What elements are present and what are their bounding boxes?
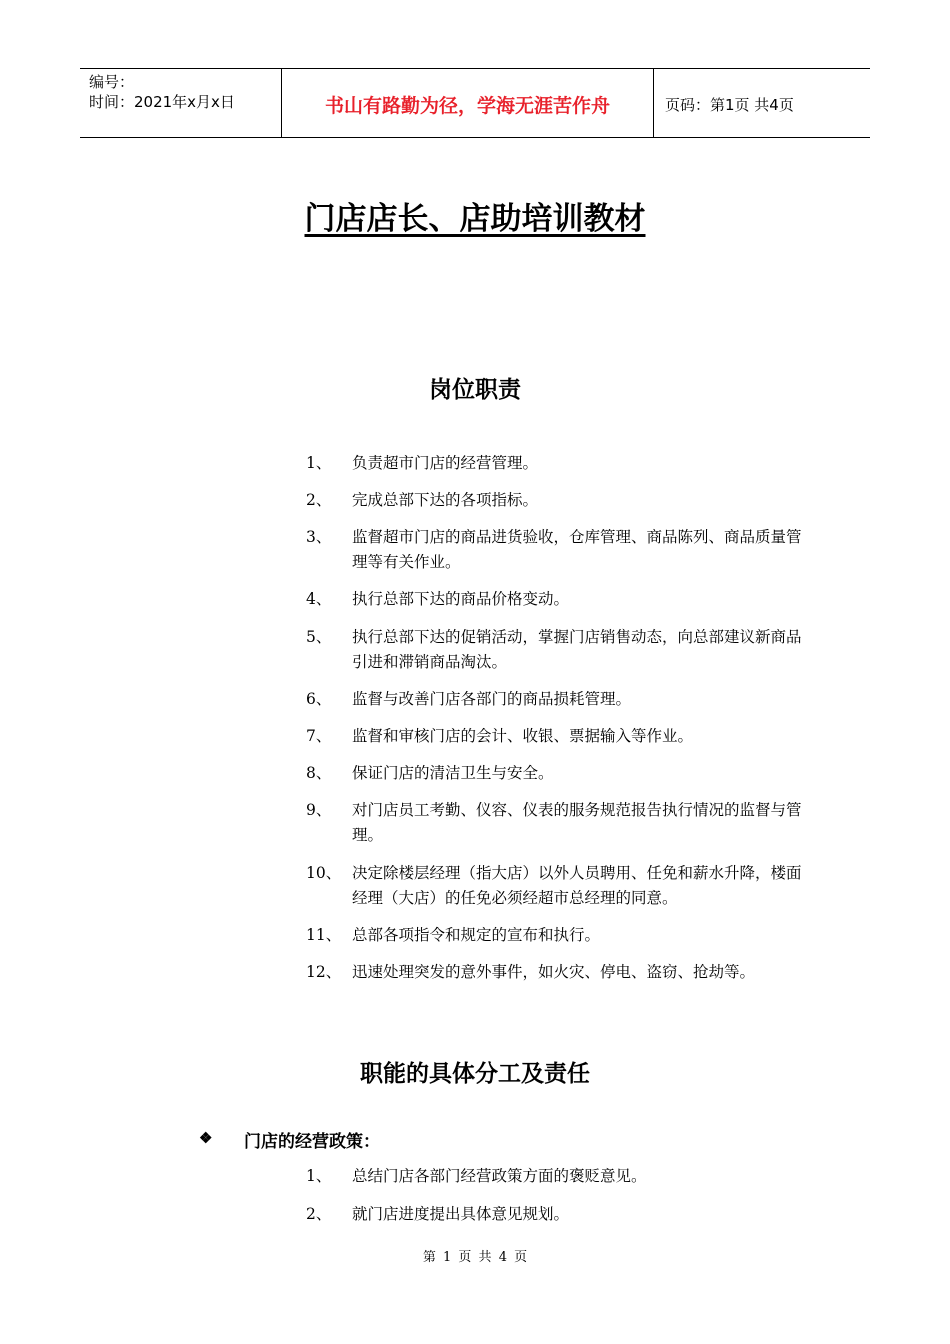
list-item-text: 完成总部下达的各项指标。 [352,491,539,509]
serial-label: 编号： [89,73,135,91]
list-item-text: 监督和审核门店的会计、收银、票据输入等作业。 [352,727,694,745]
page-header-table [80,68,870,138]
list-item-number: 10、 [306,864,342,882]
list-item-text: 对门店员工考勤、仪容、仪表的服务规范报告执行情况的监督与管理。 [352,801,802,844]
header-pager-cell [655,69,870,137]
list-item-number: 9、 [306,801,332,819]
list-item-text: 执行总部下达的促销活动，掌握门店销售动态，向总部建议新商品引进和滞销商品淘汰。 [352,628,802,671]
bullet-heading-text: 门店的经营政策： [244,1132,380,1152]
list-item-text: 就门店进度提出具体意见规划。 [352,1205,570,1223]
header-motto-cell [282,69,654,137]
section-title-duties: 岗位职责 [429,376,521,403]
list-item-number: 1、 [306,454,332,472]
header-motto: 书山有路勤为径，学海无涯苦作舟 [324,95,610,117]
list-item-text: 负责超市门店的经营管理。 [352,454,539,472]
list-item-text: 总部各项指令和规定的宣布和执行。 [352,926,601,944]
page-footer: 第 1 页 共 4 页 [422,1250,528,1265]
list-item-number: 6、 [306,690,332,708]
list-item-number: 12、 [306,963,342,981]
list-item-number: 5、 [306,628,332,646]
list-item-text: 决定除楼层经理（指大店）以外人员聘用、任免和薪水升降，楼面经理（大店）的任免必须经超市总经理的同意。 [352,864,802,907]
header-info-cell [80,69,282,137]
document-title: 门店店长、店助培训教材 [304,201,646,237]
time-label: 时间：2021年x月x日 [89,93,235,111]
list-item-number: 8、 [306,764,332,782]
list-item-number: 2、 [306,1205,332,1223]
list-item-number: 11、 [306,926,342,944]
list-item-text: 监督超市门店的商品进货验收，仓库管理、商品陈列、商品质量管理等有关作业。 [352,528,802,571]
list-item-number: 3、 [306,528,332,546]
list-item-number: 1、 [306,1167,332,1185]
list-item-number: 7、 [306,727,332,745]
list-item-text: 总结门店各部门经营政策方面的褒贬意见。 [352,1167,647,1185]
list-item-text: 监督与改善门店各部门的商品损耗管理。 [352,690,632,708]
list-item-text: 执行总部下达的商品价格变动。 [352,590,570,608]
list-item-text: 迅速处理突发的意外事件，如火灾、停电、盗窃、抢劫等。 [352,963,756,981]
list-item-number: 2、 [306,491,332,509]
list-item-text: 保证门店的清洁卫生与安全。 [352,764,554,782]
list-item-number: 4、 [306,590,332,608]
diamond-bullet-icon: ❖ [199,1129,213,1147]
header-pager: 页码：第1页 共4页 [665,96,794,114]
section-title-responsibilities: 职能的具体分工及责任 [360,1060,590,1087]
